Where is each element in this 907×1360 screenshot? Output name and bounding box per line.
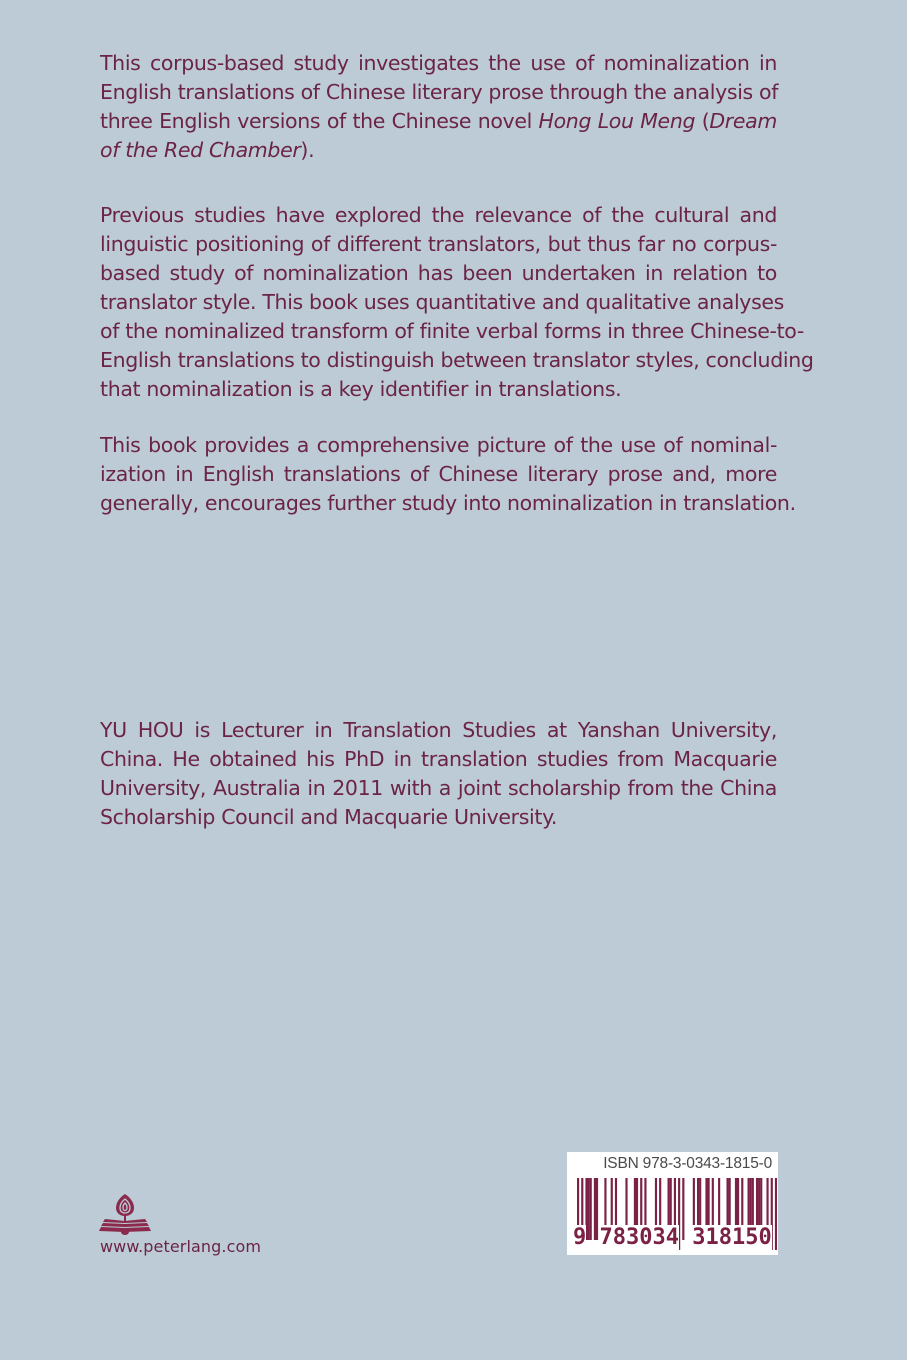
text-line: generally, encourages further study into nominalization in translation. xyxy=(100,491,796,515)
peter-lang-logo-icon xyxy=(99,1192,151,1236)
text-line: University, Australia in 2011 with a joint scholarship from the China xyxy=(100,776,777,800)
text-line: of the Red Chamber). xyxy=(100,138,315,162)
text-line: three English versions of the Chinese novel Hong Lou Meng (Dream xyxy=(100,109,777,133)
blurb-paragraph-1 xyxy=(100,49,777,165)
italic-title: of the Red Chamber xyxy=(100,138,301,162)
publisher-url[interactable]: www.peterlang.com xyxy=(100,1237,262,1256)
blurb-paragraph-3 xyxy=(100,431,796,518)
text-line: YU HOU is Lecturer in Translation Studies at Yanshan University, xyxy=(100,718,777,742)
barcode-digit-lead: 9 xyxy=(573,1225,587,1250)
barcode-digits xyxy=(573,1225,772,1250)
blurb-paragraph-2 xyxy=(100,201,814,404)
text-line: that nominalization is a key identifier in translations. xyxy=(100,377,622,401)
text-line: This book provides a comprehensive picture of the use of nominal- xyxy=(100,433,777,457)
text-line: Previous studies have explored the relevance of the cultural and xyxy=(100,203,777,227)
text-line: ization in English translations of Chinese literary prose and, more xyxy=(100,462,777,486)
text-line: Scholarship Council and Macquarie University. xyxy=(100,805,558,829)
text-line: This corpus-based study investigates the use of nominalization in xyxy=(100,51,777,75)
italic-title: Hong Lou Meng xyxy=(538,109,696,133)
isbn-label: ISBN 978-3-0343-1815-0 xyxy=(603,1155,772,1172)
text-line: English translations of Chinese literary prose through the analysis of xyxy=(100,80,779,104)
text-line: English translations to distinguish between translator styles, concluding xyxy=(100,348,814,372)
barcode-digits-left: 783034 xyxy=(599,1225,679,1250)
text-line: China. He obtained his PhD in translation studies from Macquarie xyxy=(100,747,777,771)
text-line: translator style. This book uses quantitative and qualitative analyses xyxy=(100,290,784,314)
text-line: linguistic positioning of different translators, but thus far no corpus- xyxy=(100,232,777,256)
isbn-barcode xyxy=(567,1152,778,1255)
text-line: of the nominalized transform of finite verbal forms in three Chinese-to- xyxy=(100,319,804,343)
author-bio xyxy=(100,716,777,832)
barcode-digits-right: 318150 xyxy=(692,1225,772,1250)
italic-title: Dream xyxy=(709,109,777,133)
text-line: based study of nominalization has been undertaken in relation to xyxy=(100,261,777,285)
